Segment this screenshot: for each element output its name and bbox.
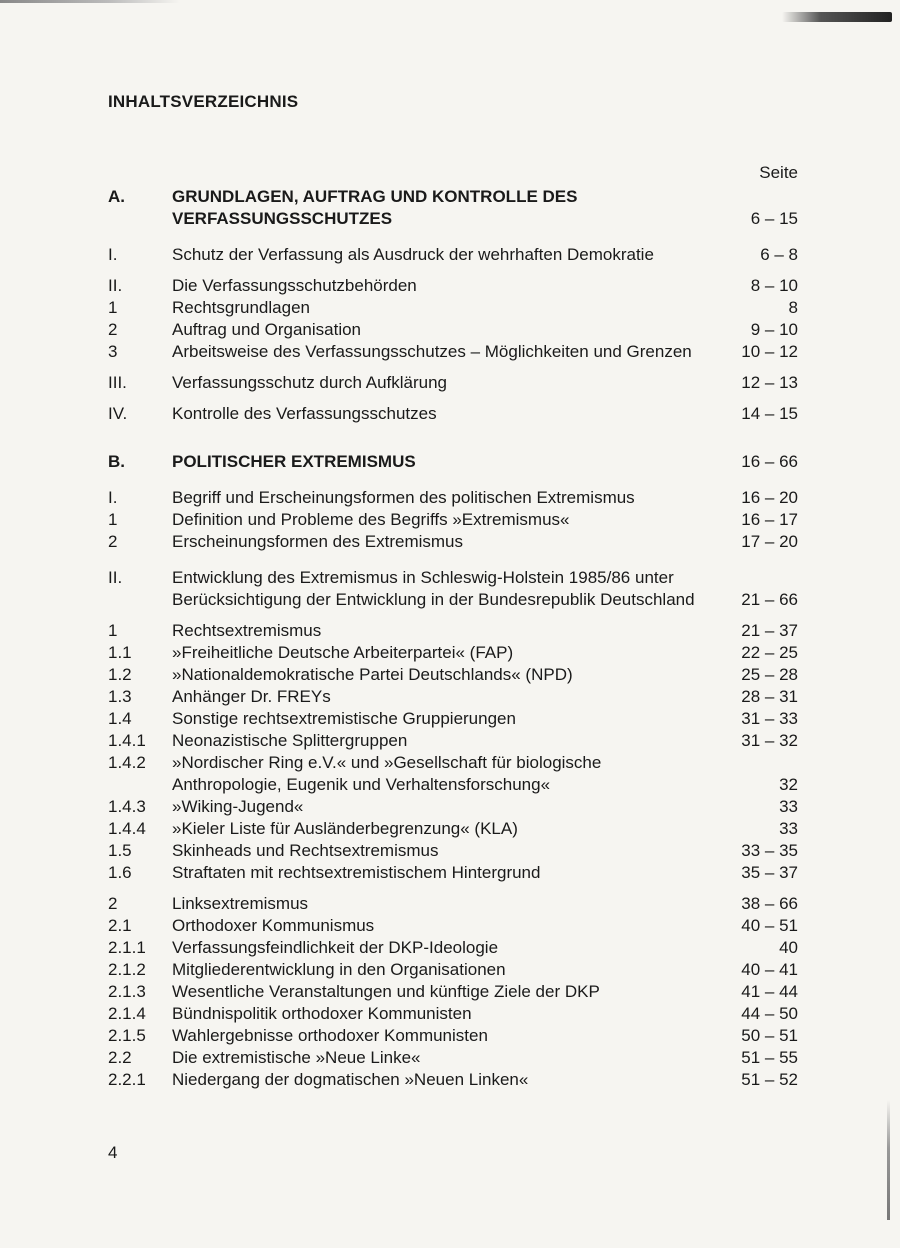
toc-entry	[108, 567, 798, 611]
toc-number: III.	[108, 373, 127, 392]
toc-pages: 33	[779, 819, 798, 838]
toc-title: »Nordischer Ring e.V.« und »Gesellschaft für biologische Anthropologie, Eugenik und Verhaltensforschung«	[172, 753, 602, 794]
toc-pages: 16 – 20	[741, 488, 798, 507]
toc-number: A.	[108, 187, 125, 206]
toc-title: Kontrolle des Verfassungsschutzes	[172, 404, 437, 423]
toc-pages: 21 – 66	[741, 590, 798, 609]
toc-pages: 17 – 20	[741, 532, 798, 551]
toc-title: Rechtsgrundlagen	[172, 298, 310, 317]
toc-entry	[108, 796, 798, 818]
toc-title: Begriff und Erscheinungsformen des politischen Extremismus	[172, 488, 635, 507]
toc-number: II.	[108, 568, 123, 587]
toc-entry	[108, 862, 798, 884]
toc-title: »Kieler Liste für Ausländerbegrenzung« (KLA)	[172, 819, 518, 838]
toc-title: Sonstige rechtsextremistische Gruppierungen	[172, 709, 516, 728]
toc-number: 1.4.3	[108, 797, 146, 816]
toc-number: 1.3	[108, 687, 132, 706]
toc-title: Entwicklung des Extremismus in Schleswig-Holstein 1985/86 unter Berücksichtigung der Entwicklung in der Bundesrepublik Deutschland	[172, 568, 695, 609]
toc-pages: 51 – 55	[741, 1048, 798, 1067]
toc-pages: 40 – 51	[741, 916, 798, 935]
toc-title: Die Verfassungsschutzbehörden	[172, 276, 417, 295]
toc-pages: 44 – 50	[741, 1004, 798, 1023]
toc-number: I.	[108, 245, 118, 264]
toc-pages: 10 – 12	[741, 342, 798, 361]
page-title: INHALTSVERZEICHNIS	[108, 92, 299, 111]
toc-number: 2	[108, 320, 118, 339]
toc-entry	[108, 487, 798, 509]
toc-number: 1	[108, 621, 118, 640]
toc-number: 1.4.2	[108, 753, 146, 772]
toc-pages: 28 – 31	[741, 687, 798, 706]
toc-title: Wesentliche Veranstaltungen und künftige Ziele der DKP	[172, 982, 600, 1001]
toc-entry	[108, 1069, 798, 1091]
toc-entry	[108, 1025, 798, 1047]
toc-entry	[108, 915, 798, 937]
toc-pages: 40	[779, 938, 798, 957]
toc-title: Verfassungsschutz durch Aufklärung	[172, 373, 447, 392]
toc-pages: 35 – 37	[741, 863, 798, 882]
table-of-contents	[108, 186, 798, 1091]
toc-entry	[108, 840, 798, 862]
toc-number: 2	[108, 894, 118, 913]
toc-number: 1.2	[108, 665, 132, 684]
toc-number: 2	[108, 532, 118, 551]
toc-title: Mitgliederentwicklung in den Organisationen	[172, 960, 506, 979]
toc-title: Die extremistische »Neue Linke«	[172, 1048, 421, 1067]
toc-pages: 51 – 52	[741, 1070, 798, 1089]
toc-pages: 21 – 37	[741, 621, 798, 640]
toc-title: Auftrag und Organisation	[172, 320, 362, 339]
toc-number: 1.1	[108, 643, 132, 662]
toc-title: Linksextremismus	[172, 894, 309, 913]
toc-pages: 31 – 32	[741, 731, 798, 750]
toc-pages: 40 – 41	[741, 960, 798, 979]
toc-entry	[108, 981, 798, 1003]
toc-title: Schutz der Verfassung als Ausdruck der wehrhaften Demokratie	[172, 245, 654, 264]
toc-title: Arbeitsweise des Verfassungsschutzes – Möglichkeiten und Grenzen	[172, 342, 692, 361]
toc-entry	[108, 818, 798, 840]
toc-entry	[108, 664, 798, 686]
toc-entry	[108, 319, 798, 341]
toc-entry	[108, 752, 798, 796]
toc-pages: 9 – 10	[750, 320, 798, 339]
toc-entry	[108, 893, 798, 915]
toc-title: Skinheads und Rechtsextremismus	[172, 841, 439, 860]
toc-entry	[108, 1047, 798, 1069]
scan-artifact	[782, 12, 892, 22]
toc-entry	[108, 1003, 798, 1025]
toc-number: 2.1.1	[108, 938, 146, 957]
toc-pages: 6 – 15	[750, 209, 798, 228]
toc-title: Niedergang der dogmatischen »Neuen Linken«	[172, 1070, 529, 1089]
toc-entry	[108, 341, 798, 363]
scan-artifact	[0, 0, 180, 3]
toc-pages: 50 – 51	[741, 1026, 798, 1045]
toc-pages: 25 – 28	[741, 665, 798, 684]
toc-title: Bündnispolitik orthodoxer Kommunisten	[172, 1004, 472, 1023]
toc-pages: 33 – 35	[741, 841, 798, 860]
toc-title: POLITISCHER EXTREMISMUS	[172, 452, 416, 471]
toc-entry	[108, 642, 798, 664]
toc-number: 2.1.2	[108, 960, 146, 979]
toc-pages: 8 – 10	[750, 276, 798, 295]
toc-title: Orthodoxer Kommunismus	[172, 916, 375, 935]
toc-entry	[108, 937, 798, 959]
toc-title: Neonazistische Splittergruppen	[172, 731, 408, 750]
toc-entry	[108, 244, 798, 266]
toc-entry	[108, 531, 798, 553]
toc-title: Rechtsextremismus	[172, 621, 322, 640]
toc-entry	[108, 686, 798, 708]
toc-number: 1	[108, 298, 118, 317]
toc-pages: 12 – 13	[741, 373, 798, 392]
toc-pages: 8	[788, 298, 798, 317]
toc-number: 2.1	[108, 916, 132, 935]
toc-number: 1.4.1	[108, 731, 146, 750]
toc-title: »Freiheitliche Deutsche Arbeiterpartei« (FAP)	[172, 643, 514, 662]
toc-number: II.	[108, 276, 123, 295]
toc-title: GRUNDLAGEN, AUFTRAG UND KONTROLLE DES VERFASSUNGSSCHUTZES	[172, 187, 578, 228]
toc-title: Verfassungsfeindlichkeit der DKP-Ideologie	[172, 938, 499, 957]
toc-entry	[108, 451, 798, 473]
toc-entry	[108, 275, 798, 297]
toc-title: Definition und Probleme des Begriffs »Extremismus«	[172, 510, 570, 529]
toc-pages: 33	[779, 797, 798, 816]
page-column-header: Seite	[759, 163, 798, 182]
toc-number: 2.2.1	[108, 1070, 146, 1089]
toc-title: »Nationaldemokratische Partei Deutschlands« (NPD)	[172, 665, 573, 684]
toc-number: 2.2	[108, 1048, 132, 1067]
toc-number: 1	[108, 510, 118, 529]
toc-entry	[108, 403, 798, 425]
toc-number: 1.4	[108, 709, 132, 728]
toc-number: I.	[108, 488, 118, 507]
toc-number: 1.4.4	[108, 819, 146, 838]
toc-pages: 14 – 15	[741, 404, 798, 423]
toc-number: B.	[108, 452, 125, 471]
toc-title: Erscheinungsformen des Extremismus	[172, 532, 464, 551]
toc-title: Wahlergebnisse orthodoxer Kommunisten	[172, 1026, 488, 1045]
page-number: 4	[108, 1143, 118, 1162]
toc-pages: 38 – 66	[741, 894, 798, 913]
toc-entry	[108, 708, 798, 730]
toc-pages: 16 – 66	[741, 452, 798, 471]
toc-pages: 22 – 25	[741, 643, 798, 662]
toc-pages: 31 – 33	[741, 709, 798, 728]
toc-entry	[108, 297, 798, 319]
toc-number: 1.5	[108, 841, 132, 860]
toc-title: Anhänger Dr. FREYs	[172, 687, 331, 706]
toc-entry	[108, 730, 798, 752]
toc-title: Straftaten mit rechtsextremistischem Hintergrund	[172, 863, 541, 882]
toc-pages: 41 – 44	[741, 982, 798, 1001]
toc-number: 2.1.4	[108, 1004, 146, 1023]
toc-entry	[108, 509, 798, 531]
toc-number: 3	[108, 342, 118, 361]
toc-pages: 6 – 8	[760, 245, 798, 264]
scan-artifact	[887, 1100, 890, 1220]
toc-entry	[108, 959, 798, 981]
toc-pages: 16 – 17	[741, 510, 798, 529]
toc-number: 1.6	[108, 863, 132, 882]
toc-pages: 32	[779, 775, 798, 794]
toc-number: 2.1.3	[108, 982, 146, 1001]
toc-entry	[108, 620, 798, 642]
toc-entry	[108, 186, 798, 230]
toc-number: 2.1.5	[108, 1026, 146, 1045]
toc-entry	[108, 372, 798, 394]
toc-title: »Wiking-Jugend«	[172, 797, 304, 816]
toc-number: IV.	[108, 404, 128, 423]
